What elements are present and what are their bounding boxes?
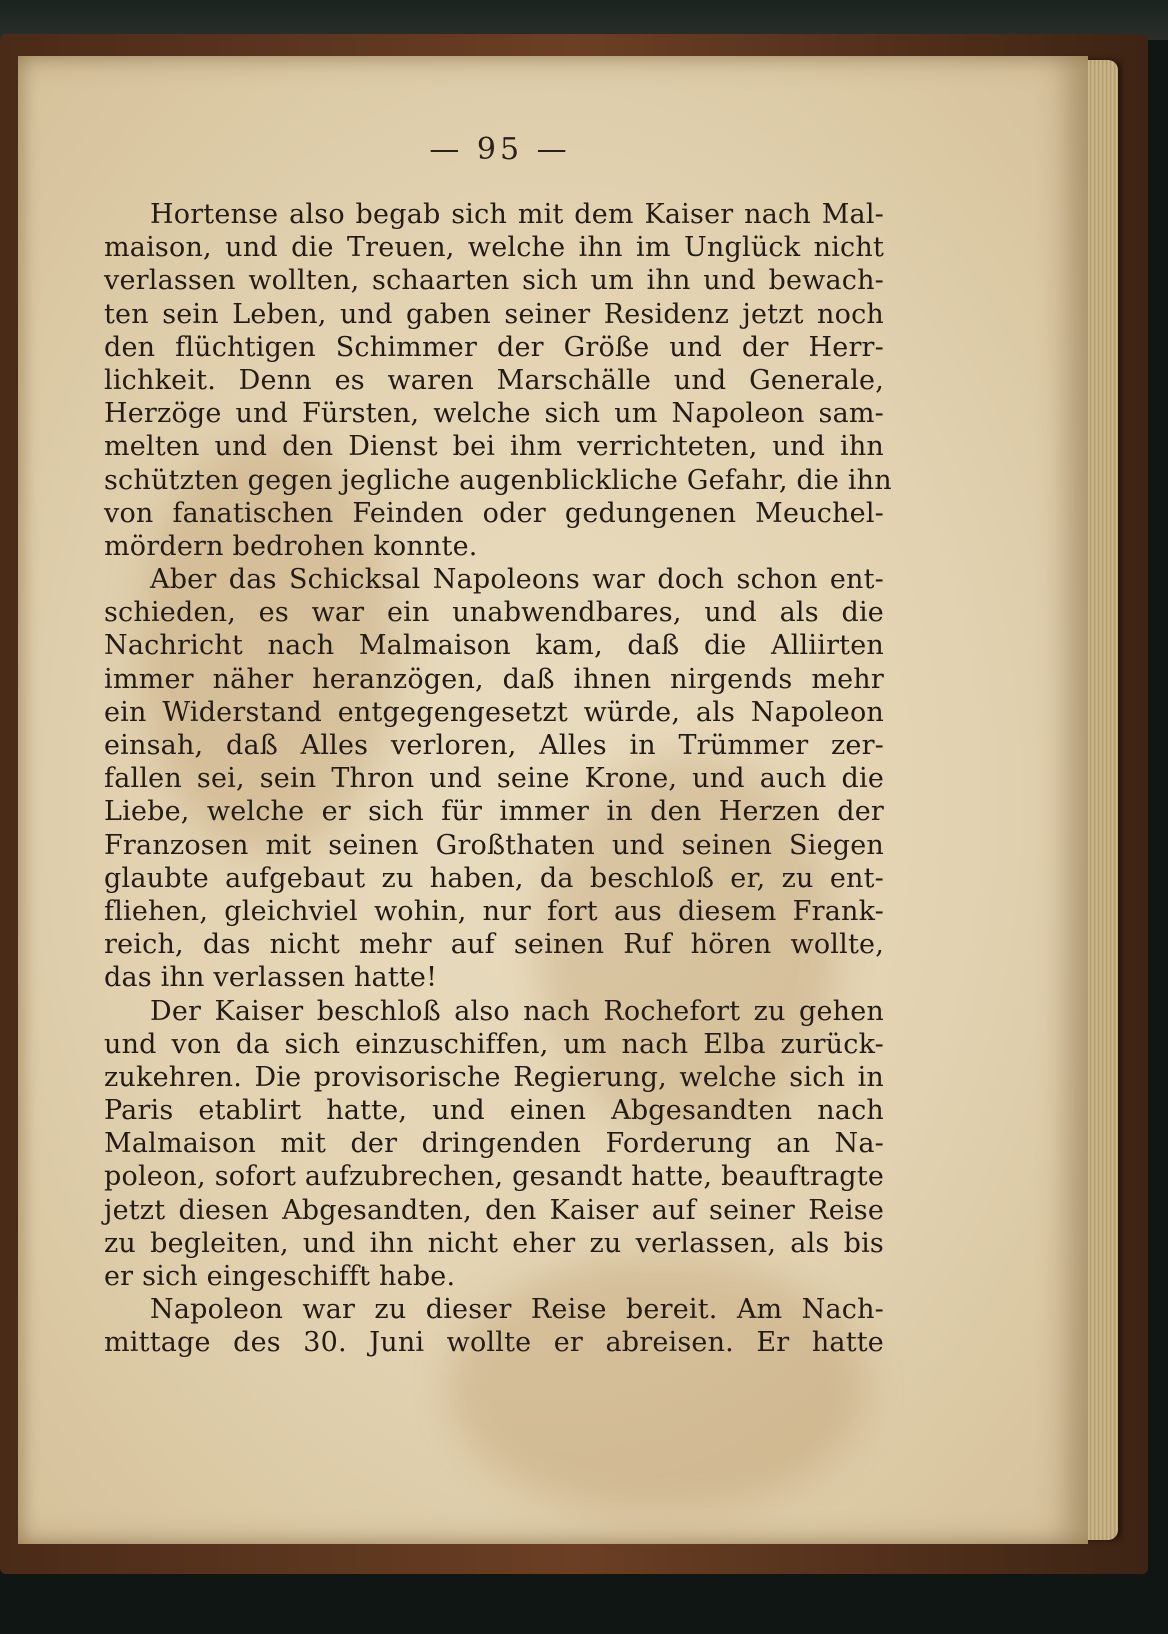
text-line: Paris etablirt hatte, und einen Abgesandten nach [104,1095,884,1127]
text-line: poleon, sofort aufzubrechen, gesandt hatte, beauftragte [104,1161,884,1193]
text-line: das ihn verlassen hatte! [104,962,438,994]
text-line: Aber das Schicksal Napoleons war doch schon ent- [150,564,884,596]
text-line: Nachricht nach Malmaison kam, daß die Alliirten [104,630,884,662]
text-line: lichkeit. Denn es waren Marschälle und Generale, [104,364,884,396]
text-line: schieden, es war ein unabwendbares, und als die [104,597,884,629]
text-line: mittage des 30. Juni wollte er abreisen. Er hatte [104,1327,884,1359]
text-line: fliehen, gleichviel wohin, nur fort aus diesem Frank- [104,895,884,927]
text-line: maison, und die Treuen, welche ihn im Unglück nicht [104,232,884,264]
text-line: immer näher heranzögen, daß ihnen nirgends mehr [104,663,884,695]
text-line: und von da sich einzuschiffen, um nach Elba zurück- [104,1028,884,1060]
page-number: — 95 — [429,132,571,167]
text-line: Herzöge und Fürsten, welche sich um Napoleon sam- [104,398,884,430]
text-line: ten sein Leben, und gaben seiner Residenz jetzt noch [104,298,884,330]
text-line: einsah, daß Alles verloren, Alles in Trümmer zer- [104,730,884,761]
text-line: mördern bedrohen konnte. [104,530,478,562]
text-line: ein Widerstand entgegengesetzt würde, als Napoleon [104,696,884,728]
text-line: zu begleiten, und ihn nicht eher zu verlassen, als bis [104,1227,884,1259]
text-line: Der Kaiser beschloß also nach Rochefort zu gehen [150,995,884,1027]
text-line: melten und den Dienst bei ihm verrichteten, und ihn [104,431,884,463]
text-line: Franzosen mit seinen Großthaten und seinen Siegen [104,829,884,861]
text-line: Liebe, welche er sich für immer in den Herzen der [104,796,884,828]
text-line: fallen sei, sein Thron und seine Krone, und auch die [104,763,884,795]
text-line: er sich eingeschifft habe. [104,1261,456,1292]
text-line: zukehren. Die provisorische Regierung, welche sich in [104,1061,884,1093]
body-text [104,198,892,1360]
text-line: jetzt diesen Abgesandten, den Kaiser auf seiner Reise [104,1194,884,1226]
text-line: Hortense also begab sich mit dem Kaiser nach Mal- [150,199,884,230]
text-line: reich, das nicht mehr auf seinen Ruf hören wollte, [104,929,884,961]
text-line: verlassen wollten, schaarten sich um ihn und bewach- [104,265,884,297]
text-line: Napoleon war zu dieser Reise bereit. Am Nach- [150,1294,884,1326]
text-line: den flüchtigen Schimmer der Größe und der Herr- [104,331,884,363]
text-line: schützten gegen jegliche augenblickliche Gefahr, die ihn [104,464,892,496]
text-line: Malmaison mit der dringenden Forderung an Na- [104,1128,884,1160]
text-line: von fanatischen Feinden oder gedungenen Meuchel- [104,497,884,529]
text-line: glaubte aufgebaut zu haben, da beschloß er, zu ent- [104,862,884,894]
